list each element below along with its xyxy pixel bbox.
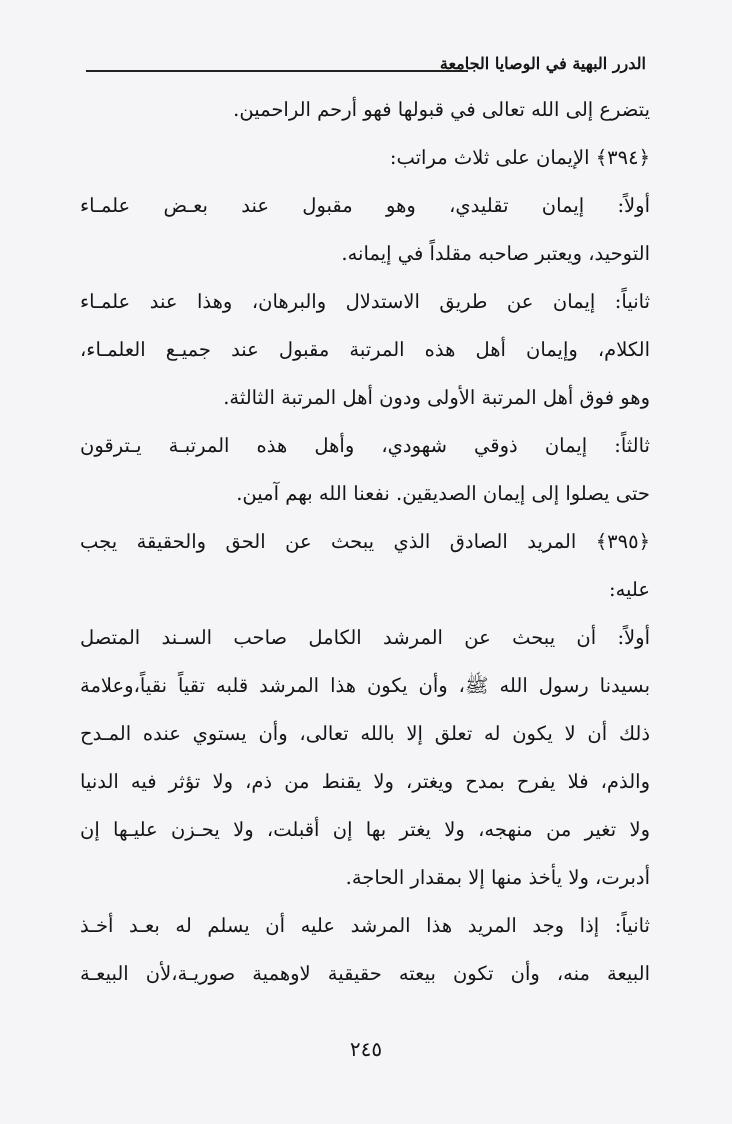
text-line: أولاً: إيمان تقليدي، وهو مقبول عند بعـض علمـاء (80, 194, 650, 217)
text-line: والذم، فلا يفرح بمدح ويغتر، ولا يقنط من ذم، ولا تؤثر فيه الدنيا (80, 770, 650, 793)
text-line: وهو فوق أهل المرتبة الأولى ودون أهل المرتبة الثالثة. (223, 386, 650, 409)
text-line: ولا تغير من منهجه، ولا يغتر بها إن أقبلت، ولا يحـزن عليـها إن (80, 818, 650, 841)
text-line: حتى يصلوا إلى إيمان الصديقين. نفعنا الله بهم آمين. (236, 482, 650, 505)
text-line: الكلام، وإيمان أهل هذه المرتبة مقبول عند جميـع العلمـاء، (80, 338, 650, 361)
text-line: أولاً: أن يبحث عن المرشد الكامل صاحب السـند المتصل (80, 626, 650, 649)
page-number: ٢٤٥ (349, 1037, 383, 1061)
text-line: ﴿٣٩٤﴾ الإيمان على ثلاث مراتب: (389, 146, 650, 169)
text-line: عليه: (609, 578, 650, 601)
text-line: بسيدنا رسول الله ﷺ، وأن يكون هذا المرشد قلبه تقياً نقياً،وعلامة (80, 674, 650, 697)
text-line: التوحيد، ويعتبر صاحبه مقلداً في إيمانه. (341, 242, 650, 265)
text-line: ثانياً: إيمان عن طريق الاستدلال والبرهان، وهذا عند علمـاء (80, 290, 650, 313)
running-title: الدرر البهية في الوصايا الجامعة (439, 54, 646, 73)
text-line: أدبرت، ولا يأخذ منها إلا بمقدار الحاجة. (345, 866, 650, 889)
text-line: يتضرع إلى الله تعالى في قبولها فهو أرحم الراحمين. (233, 98, 650, 121)
page-header (86, 52, 646, 80)
text-line: ثانياً: إذا وجد المريد هذا المرشد عليه أن يسلم له بعـد أخـذ (80, 914, 650, 937)
text-line: ثالثاً: إيمان ذوقي شهودي، وأهل هذه المرتبـة يـترقون (80, 434, 650, 457)
text-line: ﴿٣٩٥﴾ المريد الصادق الذي يبحث عن الحق والحقيقة يجب (80, 530, 650, 553)
body-text (80, 86, 650, 998)
text-line: ذلك أن لا يكون له تعلق إلا بالله تعالى، وأن يستوي عنده المـدح (80, 722, 650, 745)
header-rule (86, 70, 468, 72)
text-line: البيعة منه، وأن تكون بيعته حقيقية لاوهمية صوريـة،لأن البيعـة (80, 962, 650, 985)
